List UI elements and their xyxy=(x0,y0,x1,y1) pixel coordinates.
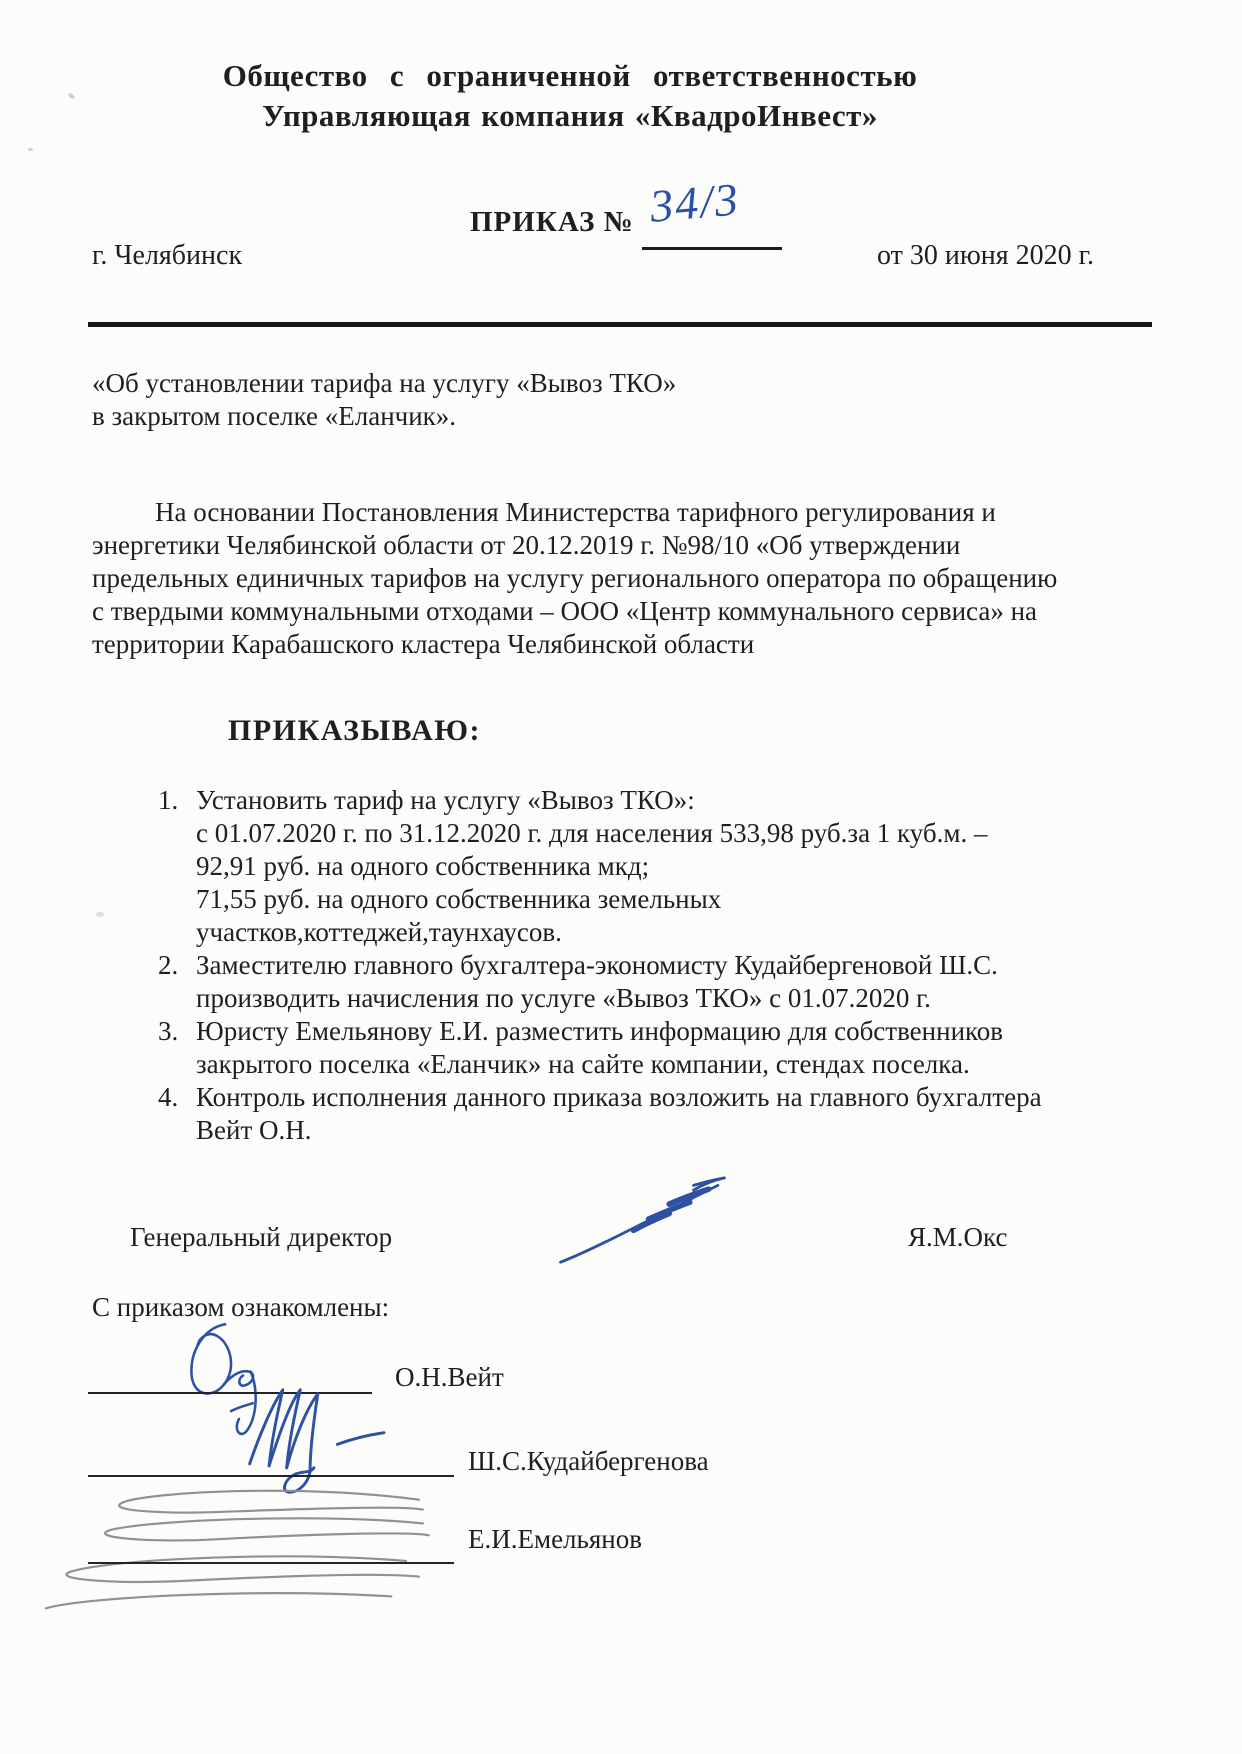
preamble-line: территории Карабашского кластера Челябинской области xyxy=(92,629,755,659)
item-number: 4. xyxy=(158,1082,179,1112)
ack-signature-emelyanov xyxy=(26,1480,431,1628)
order-number-handwritten: 34/3 xyxy=(647,173,742,232)
order-number-underline xyxy=(642,247,782,250)
item-line: участков,коттеджей,таунхаусов. xyxy=(196,917,562,947)
signature-line xyxy=(88,1475,454,1477)
director-title: Генеральный директор xyxy=(130,1222,393,1252)
item-number: 1. xyxy=(158,785,179,815)
ack-name: О.Н.Вейт xyxy=(395,1362,504,1392)
subject-line-2: в закрытом поселке «Еланчик». xyxy=(92,401,457,431)
preamble-line: с твердыми коммунальными отходами – ООО «Центр коммунального сервиса» на xyxy=(92,596,1038,626)
subject-line-1: «Об установлении тарифа на услугу «Вывоз ТКО» xyxy=(92,368,677,398)
preamble-line: энергетики Челябинской области от 20.12.2019 г. №98/10 «Об утверждении xyxy=(92,530,961,560)
org-name-line2: Управляющая компания «КвадроИнвест» xyxy=(262,98,878,133)
acknowledged-heading: С приказом ознакомлены: xyxy=(92,1292,390,1322)
item-line: Юристу Емельянову Е.И. разместить информацию для собственников xyxy=(196,1016,1004,1046)
item-line: Вейт О.Н. xyxy=(196,1115,312,1145)
item-line: производить начисления по услуге «Вывоз ТКО» с 01.07.2020 г. xyxy=(196,983,931,1013)
ack-name: Ш.С.Кудайбергенова xyxy=(468,1446,709,1476)
paper-speck xyxy=(96,912,104,917)
order-title: ПРИКАЗ № xyxy=(470,206,634,238)
preamble-line: На основании Постановления Министерства тарифного регулирования и xyxy=(155,497,996,527)
resolution-heading: ПРИКАЗЫВАЮ: xyxy=(228,714,482,747)
item-line: Заместителю главного бухгалтера-экономисту Кудайбергеновой Ш.С. xyxy=(196,950,998,980)
order-date: от 30 июня 2020 г. xyxy=(877,240,1094,271)
item-number: 2. xyxy=(158,950,179,980)
paper-speck xyxy=(28,148,33,151)
item-line: 71,55 руб. на одного собственника земельных xyxy=(196,884,722,914)
signature-line xyxy=(88,1562,454,1564)
item-line: закрытого поселка «Еланчик» на сайте компании, стендах поселка. xyxy=(196,1049,970,1079)
director-name: Я.М.Окс xyxy=(908,1222,1008,1252)
item-line: 92,91 руб. на одного собственника мкд; xyxy=(196,851,650,881)
city-label: г. Челябинск xyxy=(92,240,243,271)
item-number: 3. xyxy=(158,1016,179,1046)
director-signature xyxy=(553,1172,731,1270)
preamble-line: предельных единичных тарифов на услугу регионального оператора по обращению xyxy=(92,563,1058,593)
item-line: с 01.07.2020 г. по 31.12.2020 г. для населения 533,98 руб.за 1 куб.м. – xyxy=(196,818,988,848)
org-name-line1: Общество с ограниченной ответственностью xyxy=(222,58,918,93)
horizontal-rule xyxy=(88,322,1152,327)
ack-name: Е.И.Емельянов xyxy=(468,1524,642,1554)
item-line: Контроль исполнения данного приказа возложить на главного бухгалтера xyxy=(196,1082,1042,1112)
item-line: Установить тариф на услугу «Вывоз ТКО»: xyxy=(196,785,695,815)
